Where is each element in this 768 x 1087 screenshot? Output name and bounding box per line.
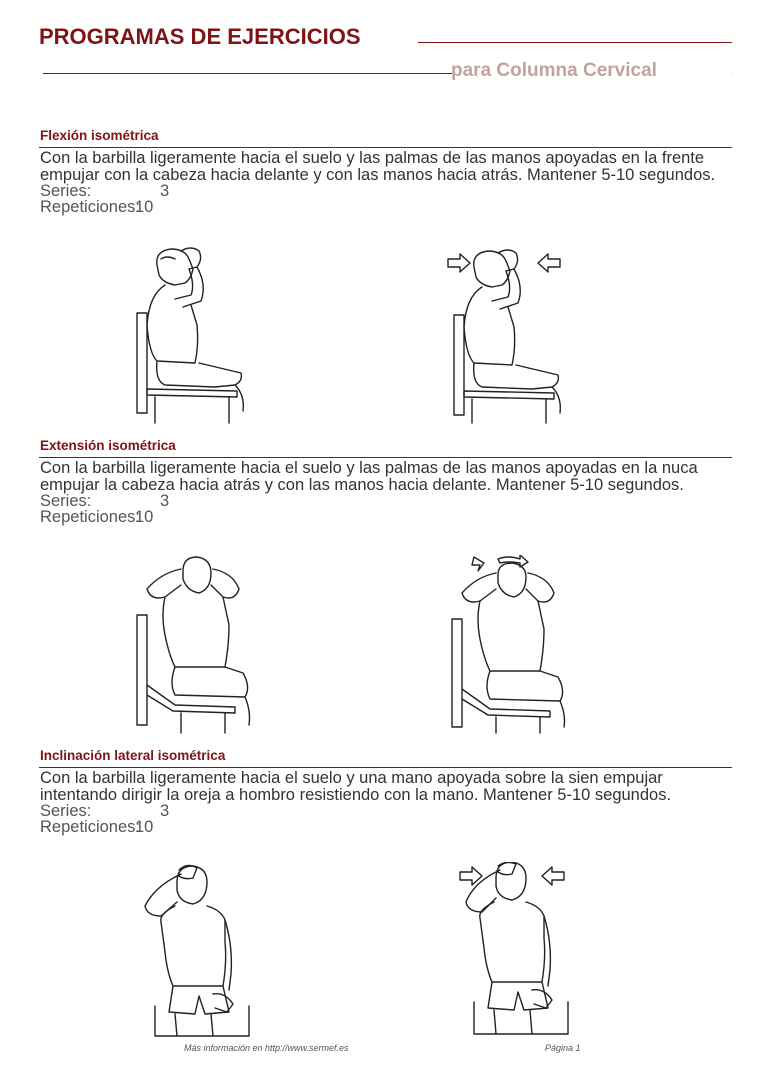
arrow-right-icon	[460, 867, 482, 885]
series-label: Series:	[40, 492, 92, 510]
exercise-section-flexion	[39, 128, 732, 215]
arrow-left-icon	[538, 254, 560, 272]
exercise-section-lateral	[39, 748, 732, 835]
series-row	[39, 183, 732, 199]
illustration-flexion-1	[125, 245, 275, 425]
series-row	[39, 803, 732, 819]
reps-label: Repeticiones:	[40, 508, 140, 526]
section-description: Con la barbilla ligeramente hacia el suelo y las palmas de las manos apoyadas en la frente empujar con la cabeza hacia delante y con las manos hacia atrás. Mantener 5-10 segundos.	[40, 149, 716, 184]
reps-value: 10	[135, 818, 154, 836]
series-value: 3	[160, 802, 170, 820]
illustration-lateral-2	[440, 862, 590, 1040]
series-label: Series:	[40, 182, 92, 200]
arrow-curved-icon	[472, 557, 484, 571]
arrow-left-icon	[542, 867, 564, 885]
reps-row	[39, 199, 732, 215]
reps-value: 10	[135, 508, 154, 526]
illustration-extension-1	[125, 555, 275, 735]
arrow-right-icon	[448, 254, 470, 272]
illustration-lateral-1	[115, 862, 265, 1040]
exercise-section-extension	[39, 438, 732, 525]
subtitle-rule	[43, 73, 452, 74]
illustration-flexion-2	[440, 245, 590, 425]
footer-info: Más información en http://www.sermef.es	[184, 1043, 349, 1053]
section-title: Extensión isométrica	[40, 438, 176, 453]
reps-value: 10	[135, 198, 154, 216]
page-title: PROGRAMAS DE EJERCICIOS	[39, 24, 361, 49]
page-subtitle: para Columna Cervical	[451, 60, 657, 81]
section-title: Inclinación lateral isométrica	[40, 748, 226, 763]
illustration-extension-2	[440, 555, 590, 735]
section-description: Con la barbilla ligeramente hacia el suelo y las palmas de las manos apoyadas en la nuca empujar la cabeza hacia atrás y con las manos hacia delante. Mantener 5-10 segundos.	[40, 459, 698, 494]
series-value: 3	[160, 182, 170, 200]
section-rule	[39, 147, 732, 148]
footer-page-number: Página 1	[545, 1043, 581, 1053]
reps-row	[39, 509, 732, 525]
series-row	[39, 493, 732, 509]
series-value: 3	[160, 492, 170, 510]
reps-label: Repeticiones:	[40, 198, 140, 216]
section-description: Con la barbilla ligeramente hacia el suelo y una mano apoyada sobre la sien empujar intentando dirigir la oreja a hombro resistiendo con la mano. Mantener 5-10 segundos.	[40, 769, 672, 804]
series-label: Series:	[40, 802, 92, 820]
subtitle-dot: ·	[731, 70, 734, 77]
section-title: Flexión isométrica	[40, 128, 159, 143]
reps-row	[39, 819, 732, 835]
reps-label: Repeticiones:	[40, 818, 140, 836]
section-rule	[39, 767, 732, 768]
title-rule	[418, 42, 732, 43]
section-rule	[39, 457, 732, 458]
